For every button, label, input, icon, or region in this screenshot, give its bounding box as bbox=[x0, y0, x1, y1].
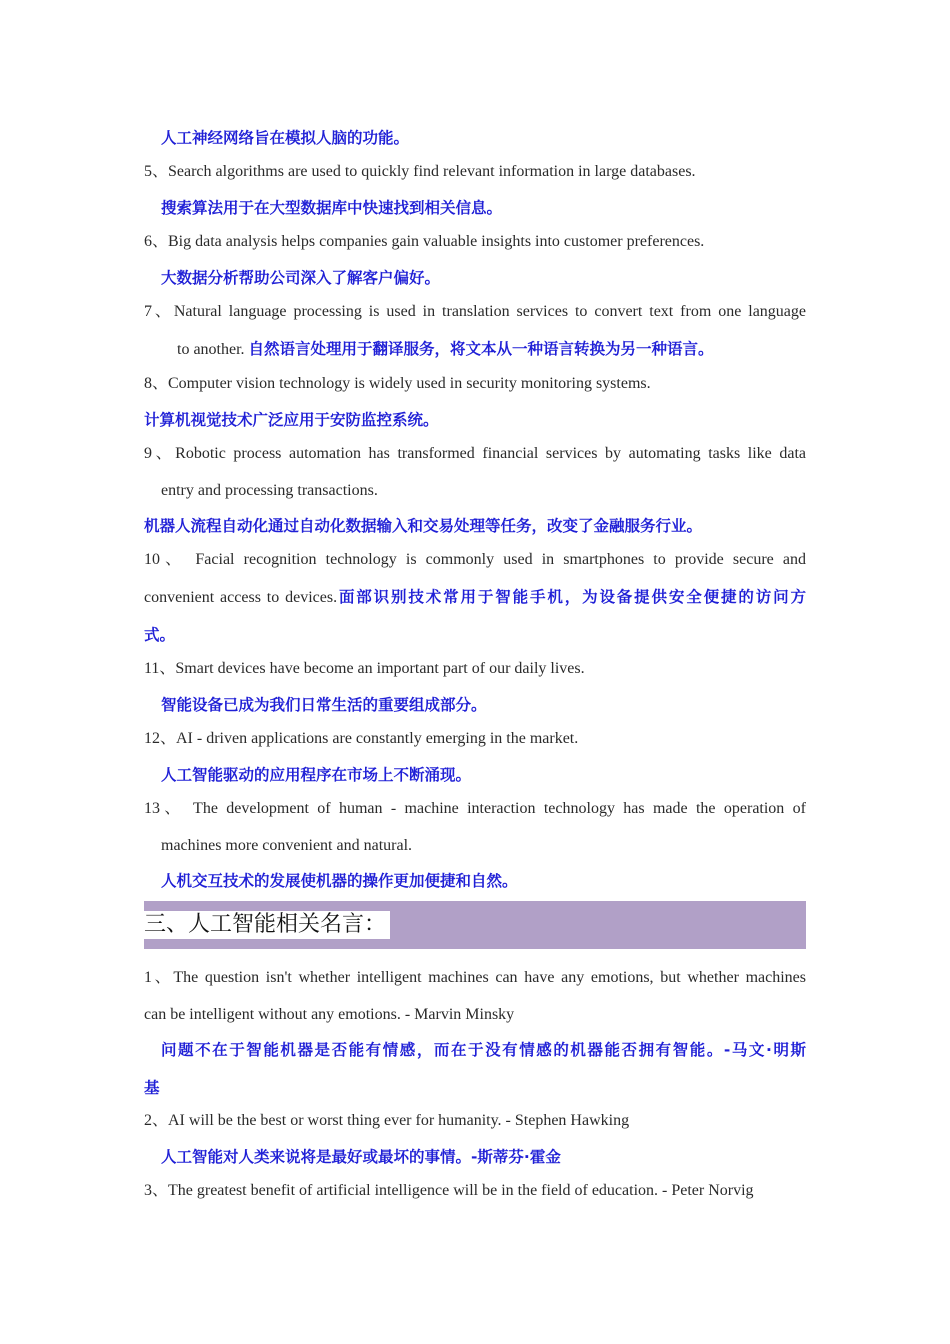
sentence-13-continued: machines more convenient and natural. bbox=[161, 837, 413, 854]
translation-line: 人工神经网络旨在模拟人脑的功能。 bbox=[161, 129, 410, 147]
sentence-13: 13、 The development of human - machine interaction technology has made the operation of bbox=[144, 800, 806, 817]
translation-12: 人工智能驱动的应用程序在市场上不断涌现。 bbox=[161, 766, 472, 784]
sentence-8: 8、Computer vision technology is widely used in security monitoring systems. bbox=[144, 375, 651, 392]
translation-5: 搜索算法用于在大型数据库中快速找到相关信息。 bbox=[161, 199, 503, 217]
quote-2-translation: 人工智能对人类来说将是最好或最坏的事情。-斯蒂芬·霍金 bbox=[161, 1148, 561, 1166]
quote-1-translation-continued: 基 bbox=[144, 1079, 160, 1097]
section-title: 三、人工智能相关名言： bbox=[144, 911, 390, 939]
translation-11: 智能设备已成为我们日常生活的重要组成部分。 bbox=[161, 696, 487, 714]
sentence-7-continued bbox=[177, 339, 806, 360]
translation-6: 大数据分析帮助公司深入了解客户偏好。 bbox=[161, 269, 441, 287]
quote-1-translation: 问题不在于智能机器是否能有情感，而在于没有情感的机器能否拥有智能。-马文·明斯 bbox=[161, 1041, 806, 1059]
translation-13: 人机交互技术的发展使机器的操作更加便捷和自然。 bbox=[161, 872, 518, 890]
section-heading-bar bbox=[144, 901, 806, 949]
sentence-10-tail: convenient access to devices. bbox=[144, 589, 338, 606]
translation-8: 计算机视觉技术广泛应用于安防监控系统。 bbox=[144, 411, 439, 429]
sentence-10-continued bbox=[144, 587, 806, 608]
translation-10-continued: 式。 bbox=[144, 626, 176, 644]
translation-9: 机器人流程自动化通过自动化数据输入和交易处理等任务，改变了金融服务行业。 bbox=[144, 517, 703, 535]
sentence-11: 11、Smart devices have become an important part of our daily lives. bbox=[144, 660, 585, 677]
sentence-9-continued: entry and processing transactions. bbox=[161, 482, 378, 499]
sentence-6: 6、Big data analysis helps companies gain valuable insights into customer preferences. bbox=[144, 233, 705, 250]
sentence-5: 5、Search algorithms are used to quickly find relevant information in large databases. bbox=[144, 163, 696, 180]
quote-3: 3、The greatest benefit of artificial intelligence will be in the field of education. - Peter Norvig bbox=[144, 1182, 754, 1199]
sentence-12: 12、AI - driven applications are constantly emerging in the market. bbox=[144, 730, 579, 747]
quote-1-continued: can be intelligent without any emotions. - Marvin Minsky bbox=[144, 1006, 515, 1023]
translation-7: 自然语言处理用于翻译服务，将文本从一种语言转换为另一种语言。 bbox=[248, 340, 714, 358]
quote-2: 2、AI will be the best or worst thing ever for humanity. - Stephen Hawking bbox=[144, 1112, 630, 1129]
quote-1: 1、The question isn't whether intelligent machines can have any emotions, but whether machines bbox=[144, 969, 806, 986]
sentence-10: 10、 Facial recognition technology is commonly used in smartphones to provide secure and bbox=[144, 551, 807, 568]
sentence-7-tail: to another. bbox=[177, 341, 245, 358]
sentence-7: 7、Natural language processing is used in translation services to convert text from one language bbox=[144, 303, 806, 320]
sentence-9: 9、Robotic process automation has transformed financial services by automating tasks like data bbox=[144, 445, 806, 462]
translation-10: 面部识别技术常用于智能手机，为设备提供安全便捷的访问方 bbox=[337, 588, 806, 606]
